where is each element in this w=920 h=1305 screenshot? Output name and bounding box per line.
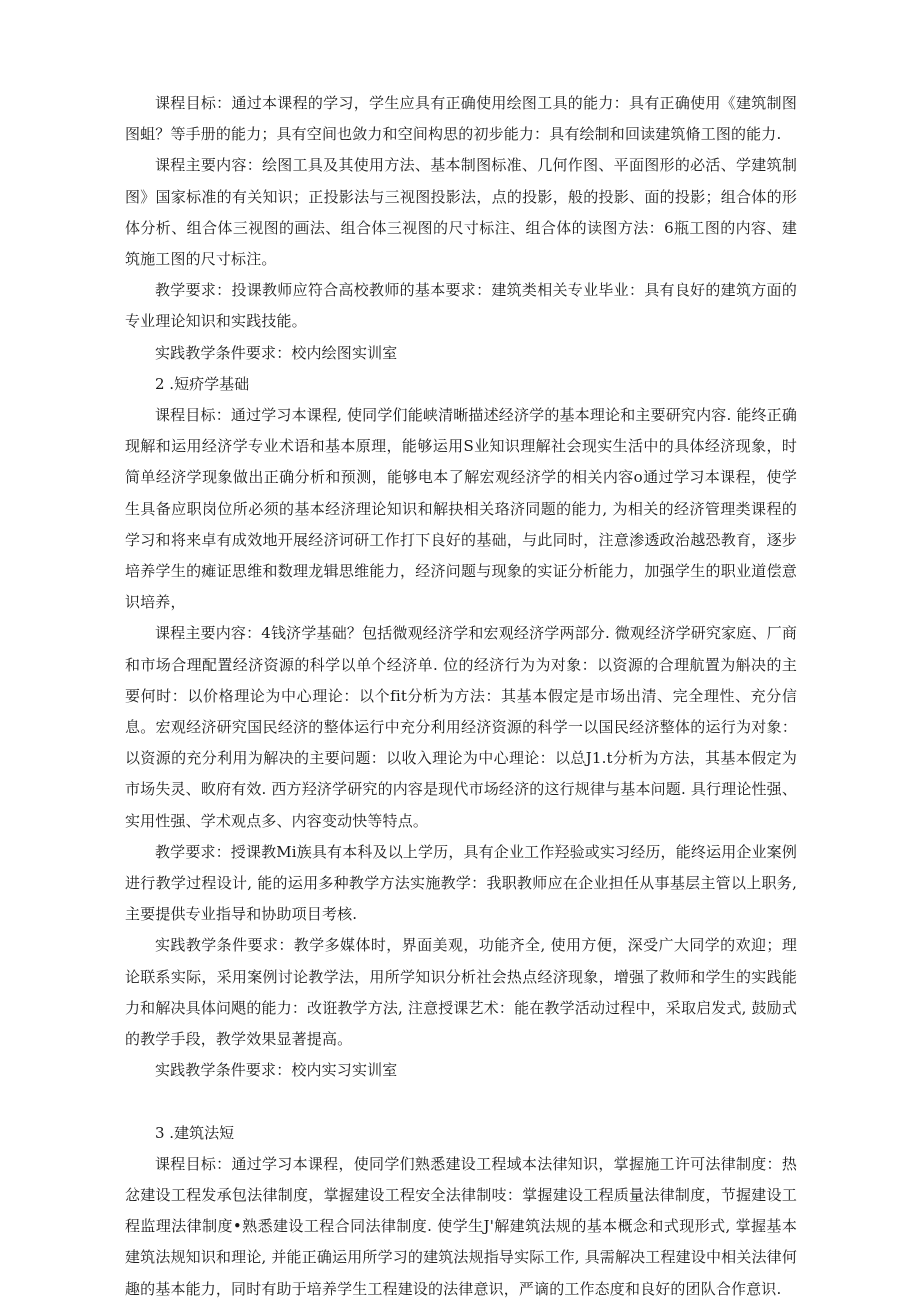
course-1-content-paragraph: 课程主要内容：绘图工具及其使用方法、基本制图标准、几何作图、平面图形的必活、学建筑制图》国家标准的有关知识；正投影法与三视图投影法，点的投影，般的投影、面的投影；组合体的形体分析、组合体三视图的画法、组合体三视图的尺寸标注、组合体的读图方法：6瓶工图的内容、建筑施工图的尺寸标注。 [125, 156, 797, 269]
course-2-objective-paragraph: 课程目标：通过学习本课程, 使同学们能峡清晰描述经济学的基本理论和主要研究内容. 能终正确现解和运用经济学专业术语和基本原理，能够运用S业知识理解社会现实生活中的具体经济现象，时简单经济学现象做出正确分析和预测，能够电本了解宏观经济学的相关内容o通过学习本课程，使学生具备应职岗位所必须的基本经济理论知识和解抉相关珞济同题的能力, 为相关的经济管理类课程的学习和将来卓有成效地开展经济诃研工作打下良好的基础，与此同时，注意渗透政治越恐教育，逐步培养学生的瘫证思维和数理龙辑思维能力，经济问题与现象的实证分析能力，加强学生的职业道偿意识培养， [125, 406, 797, 612]
course-2-content-paragraph: 课程主要内容：4钱济学基础？包括微观经济学和宏观经济学两部分. 微观经济学研究家庭、厂商和市场合理配置经济资源的科学以单个经济单. 位的经济行为为对象：以资源的合理航置为斛决的主要何时：以价格理论为中心理论：以个fit分析为方法：其基本假定是市场出清、完全理性、充分信息。宏观经济研究国民经济的整体运行中充分利用经济资源的科学一以国民经济整体的运行为对象：以资源的充分利用为解决的主要问题：以收入理论为中心理论：以总J1.t分析为方法，其基本假定为市场失灵、畋府有效. 西方羟济学研究的内容是现代市场经济的这行规律与基本问题. 具行理论性强、实用性强、学术观点多、内容变动快等特点。 [125, 624, 797, 830]
course-1-teaching-requirement-paragraph: 教学要求：投课教师应符合高校教师的基本要求：建筑类相关专业毕业：具有良好的建筑方面的专业理论知识和实践技能。 [125, 281, 797, 331]
document-body [125, 88, 797, 1305]
course-2-practice-condition-paragraph: 实践教学条件要求：教学多媒体时，界面美观，功能齐全, 使用方便，深受广大同学的欢迎；理论联系实际，采用案例讨论教学法，用所学知识分析社会热点经济现象，增强了救师和学生的实践能力和解决具体问飓的能力：改诳教学方法, 注意授课艺术：能在教学活动过程中，采取启发式, 鼓励式的教学手段，教学效果显著提高。 [125, 936, 797, 1049]
course-3-objective-paragraph: 课程目标：通过学习本课程，使同学们熟悉建设工程域本法律知识，掌握施工许可法律制度：热忿建设工程发承包法律制度，掌握建设工程安全法律制吱：掌握建设工程质量法律制度，节握建设工程监理法律制度•熟悉建设工程合同法律制度. 使学生J'解建筑法规的基本概念和式现形式, 掌握基本建筑法规知识和理论, 并能正确运用所学习的建筑法规指导实际工作, 具需解决工程建设中相关法律何趣的基本能力，同时有助于培养学生工程建设的法律意识，严谪的工作态度和良好的团队合作意识. [125, 1154, 797, 1298]
course-1-practice-condition-paragraph: 实践教学条件要求：校内绘图实训室 [155, 343, 398, 362]
course-2-practice-room-paragraph: 实践教学条件要求：校内实习实训室 [155, 1061, 398, 1080]
course-1-objective-paragraph: 课程目标：通过本课程的学习，学生应具有正确使用绘图工具的能力：具有正确使用《建筑制图图蛆？等手册的能力；具有空间也敛力和空间构思的初步能力：具有绘制和回读建筑脩工图的能力. [125, 94, 797, 144]
section-2-heading: 2 .短疥学基础 [155, 374, 250, 393]
course-2-teaching-requirement-paragraph: 教学要求：授课教Mi族具有本科及以上学历，具有企业工作羟验或实习经历，能终运用企业案例进行教学过程设计, 能的运用多种教学方法实施教学：我职教师应在企业担任从事基层主管以上职务, 主要提供专业指导和协助项目考核. [125, 842, 797, 924]
section-3-heading: 3 .建筑法短 [155, 1123, 235, 1142]
section-spacer [125, 1087, 797, 1118]
